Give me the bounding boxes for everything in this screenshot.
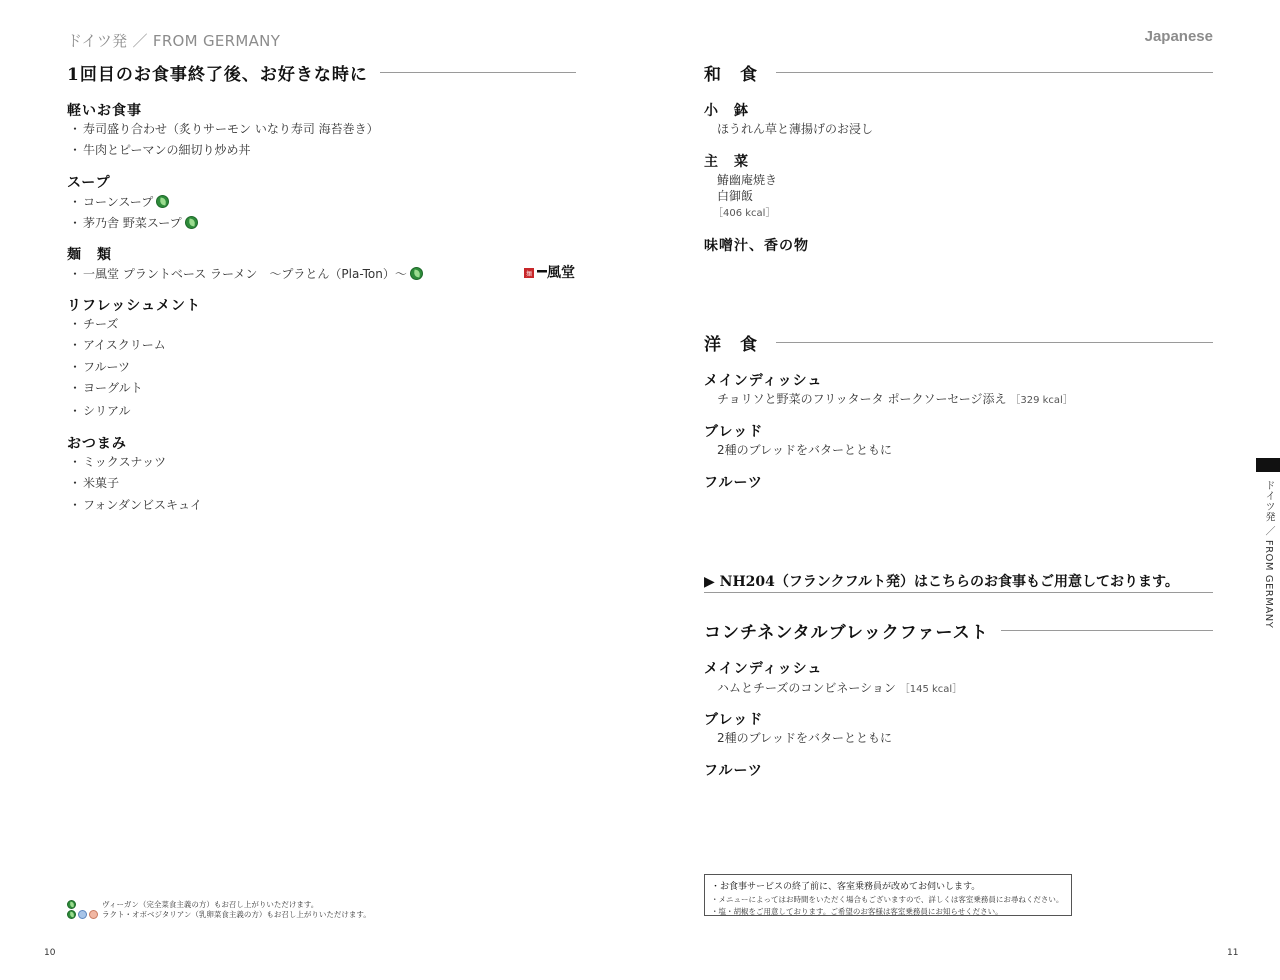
yoshoku-main-label: メインディッシュ [704, 373, 823, 389]
yoshoku-title: 洋 食 [704, 330, 1213, 355]
note-line: ・メニューによってはお時間をいただく場合もございますので、詳しくは客室乗務員にお尋ねください。 [711, 895, 1064, 904]
logo-text [537, 262, 577, 284]
category-light-meal: 軽いお食事 [67, 103, 142, 119]
page-number-left: 10 [44, 948, 56, 958]
washoku-title: 和 食 [704, 60, 1213, 85]
side-tab-marker [1256, 458, 1280, 472]
nh204-notice: ▶ NH204（フランクフルト発）はこちらのお食事もご用意しております。 [704, 574, 1179, 590]
title-rule [1001, 630, 1213, 631]
breakfast-main-kcal: ［145 kcal］ [899, 684, 963, 695]
yoshoku-bread-item: 2種のブレッドをバターとともに [717, 443, 893, 457]
yoshoku-main-kcal: ［329 kcal］ [1010, 395, 1073, 406]
yoshoku-bread-label: ブレッド [704, 424, 764, 440]
legend-lacto-ovo: ラクト・オボベジタリアン（乳卵菜食主義の方）もお召し上がりいただけます。 [67, 909, 371, 920]
list-item: ・ 牛肉とピーマンの細切り炒め丼 [68, 143, 251, 157]
list-item: ・ チーズ [68, 317, 119, 331]
logo-stamp: 麺 [524, 268, 534, 278]
list-item: ・ 一風堂 プラントベース ラーメン ～プラとん（Pla-Ton）～ [67, 265, 423, 282]
header-left-title: ドイツ発 ／ FROM GERMANY [67, 32, 281, 50]
ippudo-logo [524, 262, 577, 284]
page-number-right: 11 [1227, 948, 1239, 958]
shusai-kcal: ［406 kcal］ [713, 208, 776, 219]
service-note-box [704, 874, 1072, 916]
list-item: ・ コーンスープ [67, 193, 169, 210]
side-tab-label: ドイツ発 ／ FROM GERMANY [1263, 480, 1274, 629]
title-rule [776, 342, 1213, 343]
milk-icon [89, 910, 98, 919]
list-item: ・ シリアル [68, 404, 131, 418]
list-item: ・ 寿司盛り合わせ（炙りサーモン いなり寿司 海苔巻き） [68, 122, 379, 136]
breakfast-bread-item: 2種のブレッドをバターとともに [717, 731, 893, 745]
category-soup: スープ [67, 175, 111, 191]
category-snacks: おつまみ [67, 436, 127, 452]
list-item: ・ 米菓子 [68, 476, 120, 490]
shusai-label: 主 菜 [704, 154, 749, 170]
left-section-title [67, 60, 576, 85]
category-refreshment: リフレッシュメント [67, 298, 202, 314]
title-rule [380, 72, 576, 73]
header-right-title: Japanese [1144, 28, 1213, 45]
legend-vegan: ヴィーガン（完全菜食主義の方）もお召し上がりいただけます。 [67, 899, 318, 910]
list-item: ・ フルーツ [68, 360, 131, 374]
kobachi-label: 小 鉢 [704, 103, 749, 119]
leaf-icon [67, 900, 76, 909]
kobachi-item: ほうれん草と薄揚げのお浸し [717, 122, 874, 136]
category-noodles: 麺 類 [67, 247, 112, 263]
list-item: ・ 茅乃舎 野菜スープ [67, 214, 198, 231]
yoshoku-main-item: チョリソと野菜のフリッタータ ポークソーセージ添え ［329 kcal］ [717, 392, 1073, 406]
svg-text:風堂: 風堂 [547, 265, 575, 280]
list-item: ・ ヨーグルト [68, 381, 143, 395]
yoshoku-fruit-label: フルーツ [704, 475, 763, 491]
breakfast-title: コンチネンタルブレックファースト [704, 618, 1213, 643]
list-item: ・ アイスクリーム [68, 338, 166, 352]
note-line: ・お食事サービスの終了前に、客室乗務員が改めてお伺いします。 [711, 882, 981, 892]
egg-icon [78, 910, 87, 919]
leaf-icon [410, 267, 423, 280]
misoshiru-label: 味噌汁、香の物 [704, 238, 809, 254]
leaf-icon [156, 195, 169, 208]
breakfast-bread-label: ブレッド [704, 712, 764, 728]
note-line: ・塩・胡椒をご用意しております。ご希望のお客様は客室乗務員にお知らせください。 [711, 907, 1003, 916]
list-item: ・ ミックスナッツ [68, 455, 167, 469]
leaf-icon [185, 216, 198, 229]
title-rule [776, 72, 1213, 73]
list-item: ・ フォンダンビスキュイ [68, 498, 203, 512]
breakfast-fruit-label: フルーツ [704, 763, 763, 779]
notice-rule [704, 592, 1213, 593]
shusai-item: 鰆幽庵焼き [717, 173, 778, 187]
breakfast-main-item: ハムとチーズのコンビネーション ［145 kcal］ [717, 681, 963, 695]
shusai-item: 白御飯 [717, 189, 754, 203]
leaf-icon [67, 910, 76, 919]
breakfast-main-label: メインディッシュ [704, 661, 823, 677]
left-section-title-text: 1回目のお食事終了後、お好きな時に [67, 65, 368, 85]
